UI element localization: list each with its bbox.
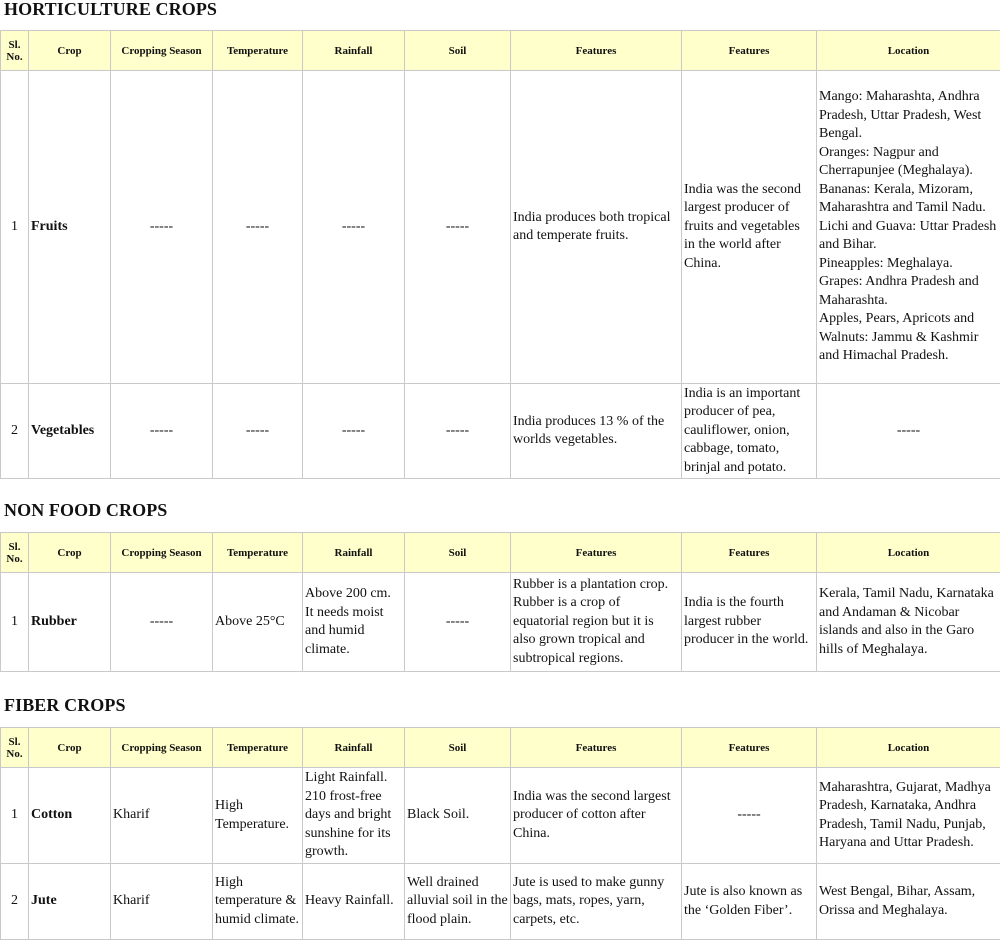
column-header-cropping-season: Cropping Season [111, 533, 213, 573]
location-cell [817, 71, 1000, 384]
column-header-features-2: Features [682, 728, 817, 768]
features-cell: Jute is used to make gunny bags, mats, ropes, yarn, carpets, etc. [511, 864, 682, 940]
features-cell: India was the second largest producer of cotton after China. [511, 768, 682, 864]
crop-cell: Fruits [29, 71, 111, 384]
soil-cell: ----- [405, 384, 511, 479]
location-line: Mango: Maharashta, Andhra Pradesh, Uttar Pradesh, West Bengal. [819, 88, 998, 144]
location-line: Oranges: Nagpur and Cherrapunjee (Meghalaya). [819, 144, 998, 181]
location-cell: Kerala, Tamil Nadu, Karnataka and Andaman & Nicobar islands and also in the Garo hills of Meghalaya. [817, 573, 1000, 672]
section-title-non-food: NON FOOD CROPS [4, 501, 167, 519]
rainfall-cell: Above 200 cm. It needs moist and humid climate. [303, 573, 405, 672]
column-header-crop: Crop [29, 728, 111, 768]
location-line: Bananas: Kerala, Mizoram, Maharashtra and Tamil Nadu. [819, 181, 998, 218]
column-header-temperature: Temperature [213, 31, 303, 71]
season-cell: ----- [111, 384, 213, 479]
temperature-cell: High Temperature. [213, 768, 303, 864]
table-row [1, 71, 1000, 384]
temperature-cell: ----- [213, 71, 303, 384]
header-row [1, 728, 1000, 768]
location-cell: ----- [817, 384, 1000, 479]
column-header-soil: Soil [405, 533, 511, 573]
features-2-cell: India was the second largest producer of fruits and vegetables in the world after China. [682, 71, 817, 384]
column-header-features: Features [511, 31, 682, 71]
column-header-cropping-season: Cropping Season [111, 728, 213, 768]
crop-cell: Jute [29, 864, 111, 940]
table-row [1, 573, 1000, 672]
column-header-crop: Crop [29, 31, 111, 71]
column-header-rainfall: Rainfall [303, 31, 405, 71]
sl-no-cell: 1 [1, 71, 29, 384]
features-2-cell: Jute is also known as the ‘Golden Fiber’. [682, 864, 817, 940]
location-line: Lichi and Guava: Uttar Pradesh and Bihar. [819, 218, 998, 255]
rainfall-cell: ----- [303, 384, 405, 479]
column-header-soil: Soil [405, 728, 511, 768]
header-row [1, 31, 1000, 71]
column-header-features: Features [511, 728, 682, 768]
column-header-location: Location [817, 728, 1000, 768]
column-header-rainfall: Rainfall [303, 533, 405, 573]
section-title-fiber: FIBER CROPS [4, 696, 126, 714]
temperature-cell: High temperature & humid climate. [213, 864, 303, 940]
features-cell: India produces 13 % of the worlds vegetables. [511, 384, 682, 479]
sl-no-cell: 2 [1, 864, 29, 940]
location-line: Grapes: Andhra Pradesh and Maharashta. [819, 273, 998, 310]
soil-cell: ----- [405, 71, 511, 384]
soil-cell: Black Soil. [405, 768, 511, 864]
column-header-soil: Soil [405, 31, 511, 71]
column-header-rainfall: Rainfall [303, 728, 405, 768]
crop-cell: Rubber [29, 573, 111, 672]
location-line: Apples, Pears, Apricots and Walnuts: Jammu & Kashmir and Himachal Pradesh. [819, 310, 998, 366]
season-cell: Kharif [111, 768, 213, 864]
column-header-features: Features [511, 533, 682, 573]
sl-no-cell: 1 [1, 768, 29, 864]
features-cell: India produces both tropical and temperate fruits. [511, 71, 682, 384]
column-header-cropping-season: Cropping Season [111, 31, 213, 71]
column-header-features-2: Features [682, 533, 817, 573]
rainfall-cell: Heavy Rainfall. [303, 864, 405, 940]
rainfall-cell: Light Rainfall. 210 frost-free days and bright sunshine for its growth. [303, 768, 405, 864]
temperature-cell: ----- [213, 384, 303, 479]
features-2-cell: India is the fourth largest rubber producer in the world. [682, 573, 817, 672]
header-row [1, 533, 1000, 573]
season-cell: ----- [111, 573, 213, 672]
sl-no-cell: 1 [1, 573, 29, 672]
column-header-temperature: Temperature [213, 533, 303, 573]
table-row [1, 768, 1000, 864]
location-cell: Maharashtra, Gujarat, Madhya Pradesh, Karnataka, Andhra Pradesh, Tamil Nadu, Punjab, Haryana and Uttar Pradesh. [817, 768, 1000, 864]
column-header-temperature: Temperature [213, 728, 303, 768]
soil-cell: Well drained alluvial soil in the flood plain. [405, 864, 511, 940]
season-cell: Kharif [111, 864, 213, 940]
features-cell: Rubber is a plantation crop. Rubber is a crop of equatorial region but it is also grown tropical and subtropical regions. [511, 573, 682, 672]
column-header-sl-no: Sl. No. [1, 533, 29, 573]
location-line: Pineapples: Meghalaya. [819, 255, 998, 274]
crop-cell: Vegetables [29, 384, 111, 479]
section-title-horticulture: HORTICULTURE CROPS [4, 0, 217, 18]
column-header-location: Location [817, 31, 1000, 71]
sl-no-cell: 2 [1, 384, 29, 479]
table-row [1, 864, 1000, 940]
temperature-cell: Above 25°C [213, 573, 303, 672]
table-row [1, 384, 1000, 479]
column-header-sl-no: Sl. No. [1, 31, 29, 71]
soil-cell: ----- [405, 573, 511, 672]
features-2-cell: India is an important producer of pea, cauliflower, onion, cabbage, tomato, brinjal and potato. [682, 384, 817, 479]
features-2-cell: ----- [682, 768, 817, 864]
fiber-table [0, 727, 1000, 940]
column-header-location: Location [817, 533, 1000, 573]
horticulture-table [0, 30, 1000, 479]
rainfall-cell: ----- [303, 71, 405, 384]
location-cell: West Bengal, Bihar, Assam, Orissa and Meghalaya. [817, 864, 1000, 940]
column-header-sl-no: Sl. No. [1, 728, 29, 768]
season-cell: ----- [111, 71, 213, 384]
column-header-crop: Crop [29, 533, 111, 573]
crop-cell: Cotton [29, 768, 111, 864]
non-food-table [0, 532, 1000, 672]
column-header-features-2: Features [682, 31, 817, 71]
